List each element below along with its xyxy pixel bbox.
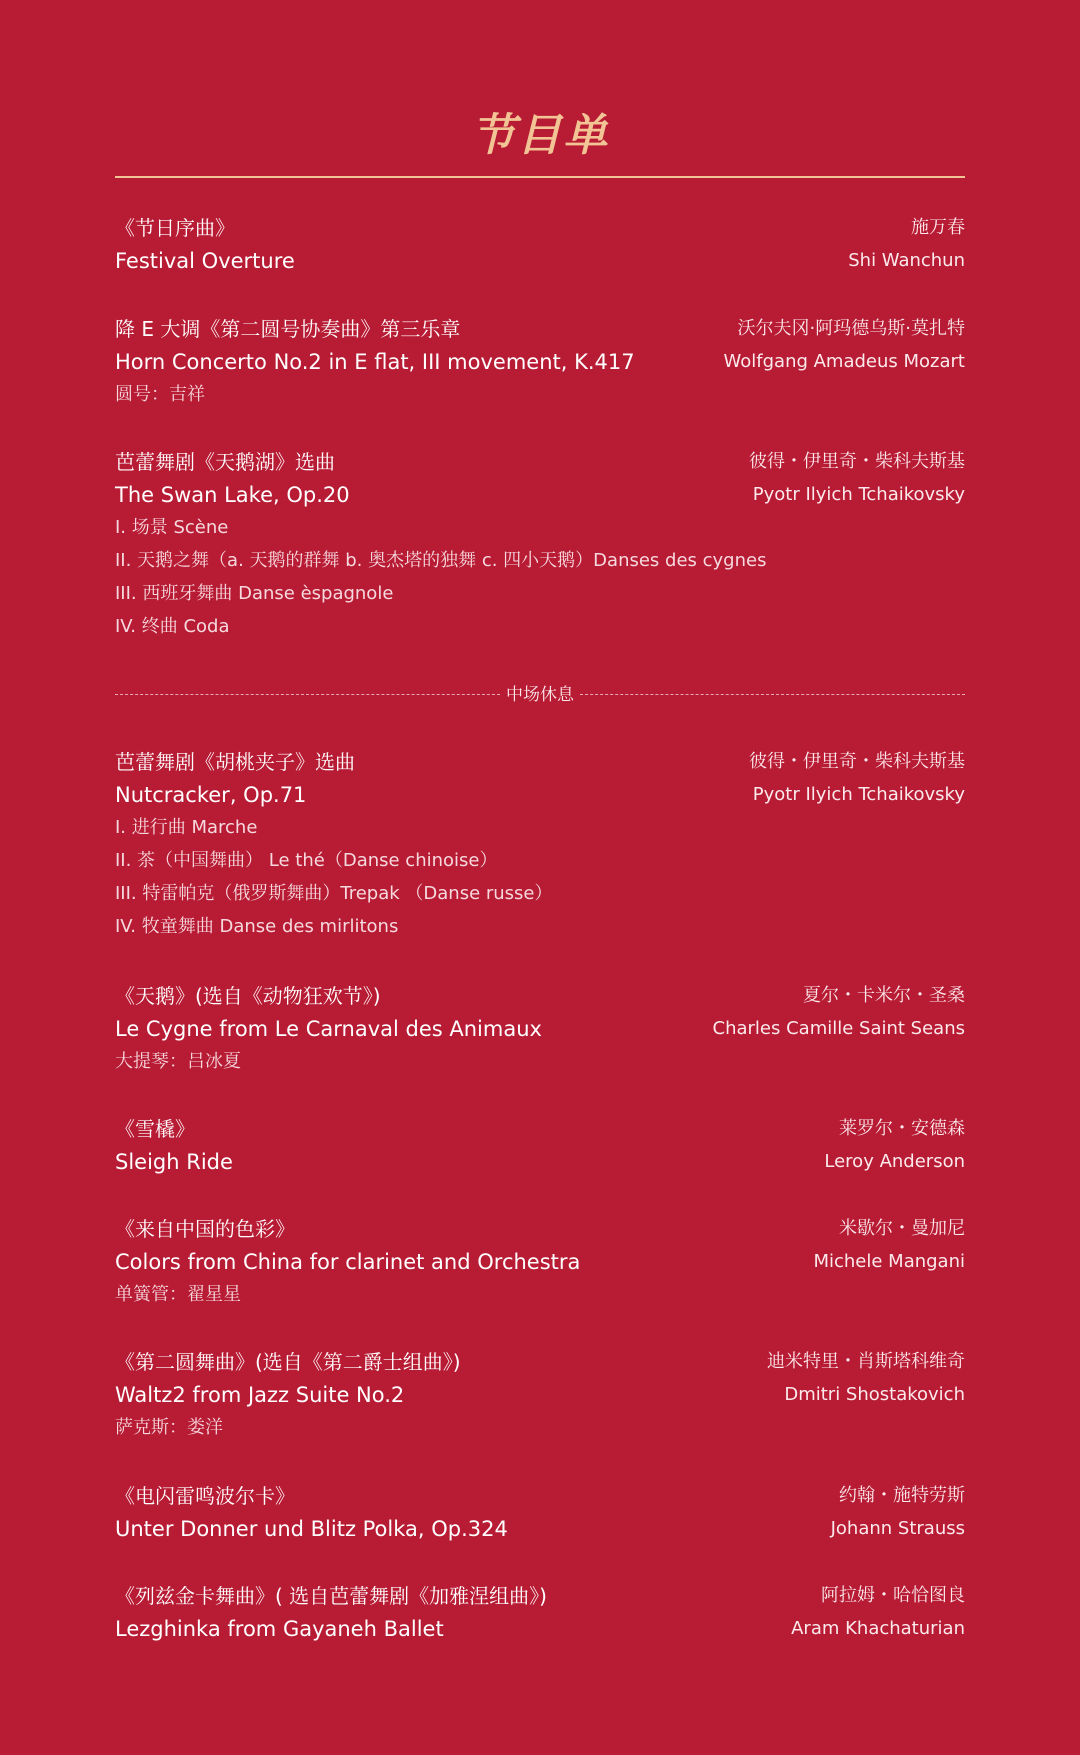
- composer-name-zh: 阿拉姆・哈恰图良: [821, 1585, 965, 1606]
- piece-title-zh: 降 E 大调《第二圆号协奏曲》第三乐章: [115, 317, 461, 341]
- piece-title-zh: 《电闪雷鸣波尔卡》: [115, 1484, 295, 1508]
- program-item: [115, 1115, 965, 1181]
- piece-title-zh: 《第二圆舞曲》(选自《第二爵士组曲》): [115, 1350, 461, 1374]
- movement-line: III. 西班牙舞曲 Danse èspagnole: [115, 583, 394, 604]
- piece-title-zh: 《雪橇》: [115, 1117, 195, 1141]
- composer-name-en: Leroy Anderson: [824, 1151, 965, 1172]
- soloist-line: 萨克斯：娄洋: [115, 1417, 223, 1438]
- program-item: [115, 1348, 965, 1447]
- program-title: 节目单: [471, 110, 609, 161]
- piece-title-zh: 《天鹅》(选自《动物狂欢节》): [115, 984, 381, 1008]
- composer-name-zh: 米歇尔・曼加尼: [839, 1218, 965, 1239]
- piece-title-en: Lezghinka from Gayaneh Ballet: [115, 1617, 444, 1641]
- composer-name-zh: 施万春: [911, 217, 965, 238]
- composer-name-zh: 彼得・伊里奇・柴科夫斯基: [749, 451, 965, 472]
- piece-title-en: Unter Donner und Blitz Polka, Op.324: [115, 1517, 508, 1541]
- dashed-rule-left: [115, 694, 500, 695]
- piece-title-zh: 《列兹金卡舞曲》( 选自芭蕾舞剧《加雅涅组曲》): [115, 1584, 547, 1608]
- soloist-line: 圆号：吉祥: [115, 384, 205, 405]
- composer-name-zh: 彼得・伊里奇・柴科夫斯基: [749, 751, 965, 772]
- composer-name-zh: 夏尔・卡米尔・圣桑: [803, 985, 965, 1006]
- piece-title-en: Le Cygne from Le Carnaval des Animaux: [115, 1017, 542, 1041]
- movement-line: II. 茶（中国舞曲） Le thé（Danse chinoise）: [115, 850, 498, 871]
- program-item: [115, 982, 965, 1081]
- movement-line: IV. 终曲 Coda: [115, 616, 230, 637]
- program-item: [115, 448, 965, 646]
- composer-name-en: Shi Wanchun: [848, 250, 965, 271]
- piece-title-en: Sleigh Ride: [115, 1150, 233, 1174]
- soloist-line: 大提琴：吕冰夏: [115, 1051, 241, 1072]
- piece-title-zh: 《节日序曲》: [115, 216, 235, 240]
- piece-title-en: Nutcracker, Op.71: [115, 783, 307, 807]
- composer-name-en: Wolfgang Amadeus Mozart: [723, 351, 965, 372]
- piece-title-en: The Swan Lake, Op.20: [115, 483, 350, 507]
- composer-name-en: Aram Khachaturian: [791, 1618, 965, 1639]
- composer-name-zh: 沃尔夫冈·阿玛德乌斯·莫扎特: [737, 318, 965, 339]
- piece-title-en: Waltz2 from Jazz Suite No.2: [115, 1383, 405, 1407]
- piece-title-zh: 芭蕾舞剧《天鹅湖》选曲: [115, 450, 335, 474]
- program-item: [115, 214, 965, 280]
- piece-title-zh: 芭蕾舞剧《胡桃夹子》选曲: [115, 750, 355, 774]
- movement-line: IV. 牧童舞曲 Danse des mirlitons: [115, 916, 399, 937]
- title-divider: [115, 176, 965, 178]
- piece-title-zh: 《来自中国的色彩》: [115, 1217, 295, 1241]
- composer-name-zh: 约翰・施特劳斯: [839, 1485, 965, 1506]
- composer-name-en: Johann Strauss: [830, 1518, 965, 1539]
- intermission-label: 中场休息: [506, 685, 574, 705]
- movement-line: I. 场景 Scène: [115, 517, 229, 538]
- composer-name-zh: 莱罗尔・安德森: [839, 1118, 965, 1139]
- piece-title-en: Colors from China for clarinet and Orchestra: [115, 1250, 581, 1274]
- program-item: [115, 315, 965, 414]
- soloist-line: 单簧管：翟星星: [115, 1284, 241, 1305]
- program-item: [115, 748, 965, 946]
- composer-name-en: Pyotr Ilyich Tchaikovsky: [752, 484, 965, 505]
- movement-line: III. 特雷帕克（俄罗斯舞曲）Trepak （Danse russe）: [115, 883, 553, 904]
- composer-name-zh: 迪米特里・肖斯塔科维奇: [767, 1351, 965, 1372]
- composer-name-en: Michele Mangani: [813, 1251, 965, 1272]
- composer-name-en: Pyotr Ilyich Tchaikovsky: [752, 784, 965, 805]
- dashed-rule-right: [580, 694, 965, 695]
- program-item: [115, 1582, 965, 1648]
- intermission-divider: [115, 681, 965, 709]
- piece-title-en: Festival Overture: [115, 249, 295, 273]
- program-item: [115, 1482, 965, 1548]
- piece-title-en: Horn Concerto No.2 in E flat, III movement, K.417: [115, 350, 635, 374]
- movement-line: I. 进行曲 Marche: [115, 817, 258, 838]
- movement-line: II. 天鹅之舞（a. 天鹅的群舞 b. 奥杰塔的独舞 c. 四小天鹅）Danses des cygnes: [115, 550, 767, 571]
- program-item: [115, 1215, 965, 1314]
- composer-name-en: Dmitri Shostakovich: [784, 1384, 965, 1405]
- composer-name-en: Charles Camille Saint Seans: [712, 1018, 965, 1039]
